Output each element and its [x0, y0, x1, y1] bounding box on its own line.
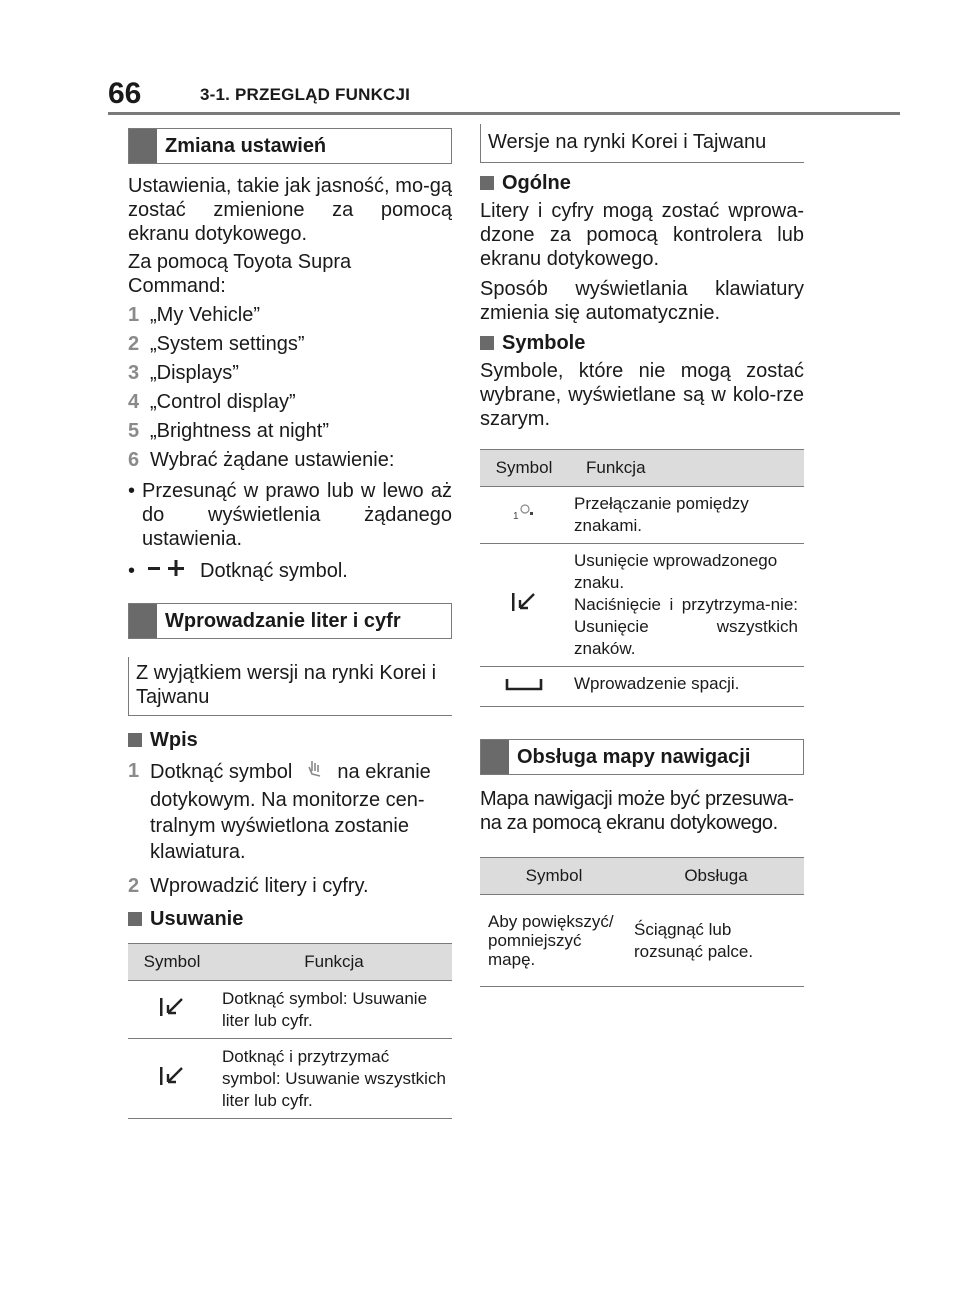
step-item: 4 „Control display” [128, 391, 296, 413]
backspace-icon [158, 1065, 186, 1093]
table-row: Wprowadzenie spacji. [480, 667, 804, 707]
square-bullet-icon [128, 733, 142, 747]
right-column [480, 124, 804, 987]
subsection-header: Z wyjątkiem wersji na rynki Korei i Tajwanu [128, 657, 452, 716]
step-item: 1 „My Vehicle” [128, 304, 261, 326]
table-row: Usunięcie wprowadzonego znaku. Naciśnięcie i przytrzyma-nie: Usunięcie wszystkich znaków. [480, 544, 804, 667]
square-bullet-icon [480, 176, 494, 190]
symbole-heading: Symbole [480, 331, 804, 355]
step-item: 3 „Displays” [128, 362, 239, 384]
page-number: 66 [108, 77, 142, 110]
section-header-wprowadzanie [128, 603, 452, 639]
section-title: Obsługa mapy nawigacji [517, 746, 751, 768]
step-item: 2 „System settings” [128, 333, 305, 355]
switch-chars-icon [511, 503, 537, 527]
table-row: Aby powiększyć/ pomniejszyć mapę. Ściągnąć lub rozsunąć palce. [480, 895, 804, 987]
table-header-funkcja: Funkcja [568, 450, 804, 487]
section-marker [129, 604, 157, 638]
table-header-funkcja: Funkcja [216, 944, 452, 981]
hand-touch-icon [304, 758, 326, 787]
square-bullet-icon [128, 912, 142, 926]
subsection-header: Wersje na rynki Korei i Tajwanu [480, 124, 804, 163]
lead-paragraph: Za pomocą Toyota Supra Command: [128, 251, 352, 297]
ogolne-paragraph-2: Sposób wyświetlania klawiatury zmienia się automatycznie. [480, 278, 804, 324]
minus-plus-icon [146, 559, 188, 583]
table-header-symbol: Symbol [480, 450, 568, 487]
map-paragraph: Mapa nawigacji może być przesuwa-na za pomocą ekranu dotykowego. [480, 788, 794, 834]
table-row: Dotknąć symbol: Usuwanie liter lub cyfr. [128, 981, 452, 1039]
step-item: 1 Dotknąć symbol na ekranie dotykowym. Na monitorze cen-tralnym wyświetlona zostanie klawiatura. [128, 760, 431, 863]
ogolne-heading: Ogólne [480, 171, 804, 195]
table-row: Dotknąć i przytrzymać symbol: Usuwanie wszystkich liter lub cyfr. [128, 1039, 452, 1119]
steps-list [128, 302, 452, 473]
table-header-symbol: Symbol [480, 858, 628, 895]
chapter-title: 3-1. PRZEGLĄD FUNKCJI [200, 85, 411, 104]
section-marker [481, 740, 509, 774]
table-header-obsluga: Obsługa [628, 858, 804, 895]
usuwanie-heading: Usuwanie [128, 907, 452, 931]
section-header-zmiana [128, 128, 452, 164]
bullet-item: • Dotknąć symbol. [128, 560, 348, 582]
step-item: 5 „Brightness at night” [128, 420, 329, 442]
bullet-item: • Przesunąć w prawo lub w lewo aż do wyświetlenia żądanego ustawienia. [128, 480, 452, 550]
space-icon [504, 676, 544, 698]
svg-text:1: 1 [513, 511, 519, 521]
step-item: 2 Wprowadzić litery i cyfry. [128, 875, 369, 897]
step-item: 6 Wybrać żądane ustawienie: [128, 449, 395, 471]
section-title: Zmiana ustawień [165, 135, 327, 157]
backspace-icon [510, 591, 538, 619]
intro-paragraph: Ustawienia, takie jak jasność, mo-gą zostać zmienione za pomocą ekranu dotykowego. [128, 175, 452, 245]
wpis-heading: Wpis [128, 728, 452, 752]
square-bullet-icon [480, 336, 494, 350]
map-table [480, 857, 804, 987]
ogolne-paragraph: Litery i cyfry mogą zostać wprowa-dzone za pomocą kontrolera lub ekranu dotykowego. [480, 200, 804, 270]
left-column [128, 128, 452, 1119]
delete-table [128, 943, 452, 1119]
symbole-paragraph: Symbole, które nie mogą zostać wybrane, wyświetlane są w kolo-rze szarym. [480, 360, 804, 430]
table-row: 1 Przełączanie pomiędzy znakami. [480, 487, 804, 544]
symbol-table [480, 449, 804, 707]
section-title: Wprowadzanie liter i cyfr [165, 610, 401, 632]
section-header-obsluga [480, 739, 804, 775]
section-marker [129, 129, 157, 163]
header-rule [108, 112, 900, 115]
backspace-icon [158, 996, 186, 1024]
table-header-symbol: Symbol [128, 944, 216, 981]
